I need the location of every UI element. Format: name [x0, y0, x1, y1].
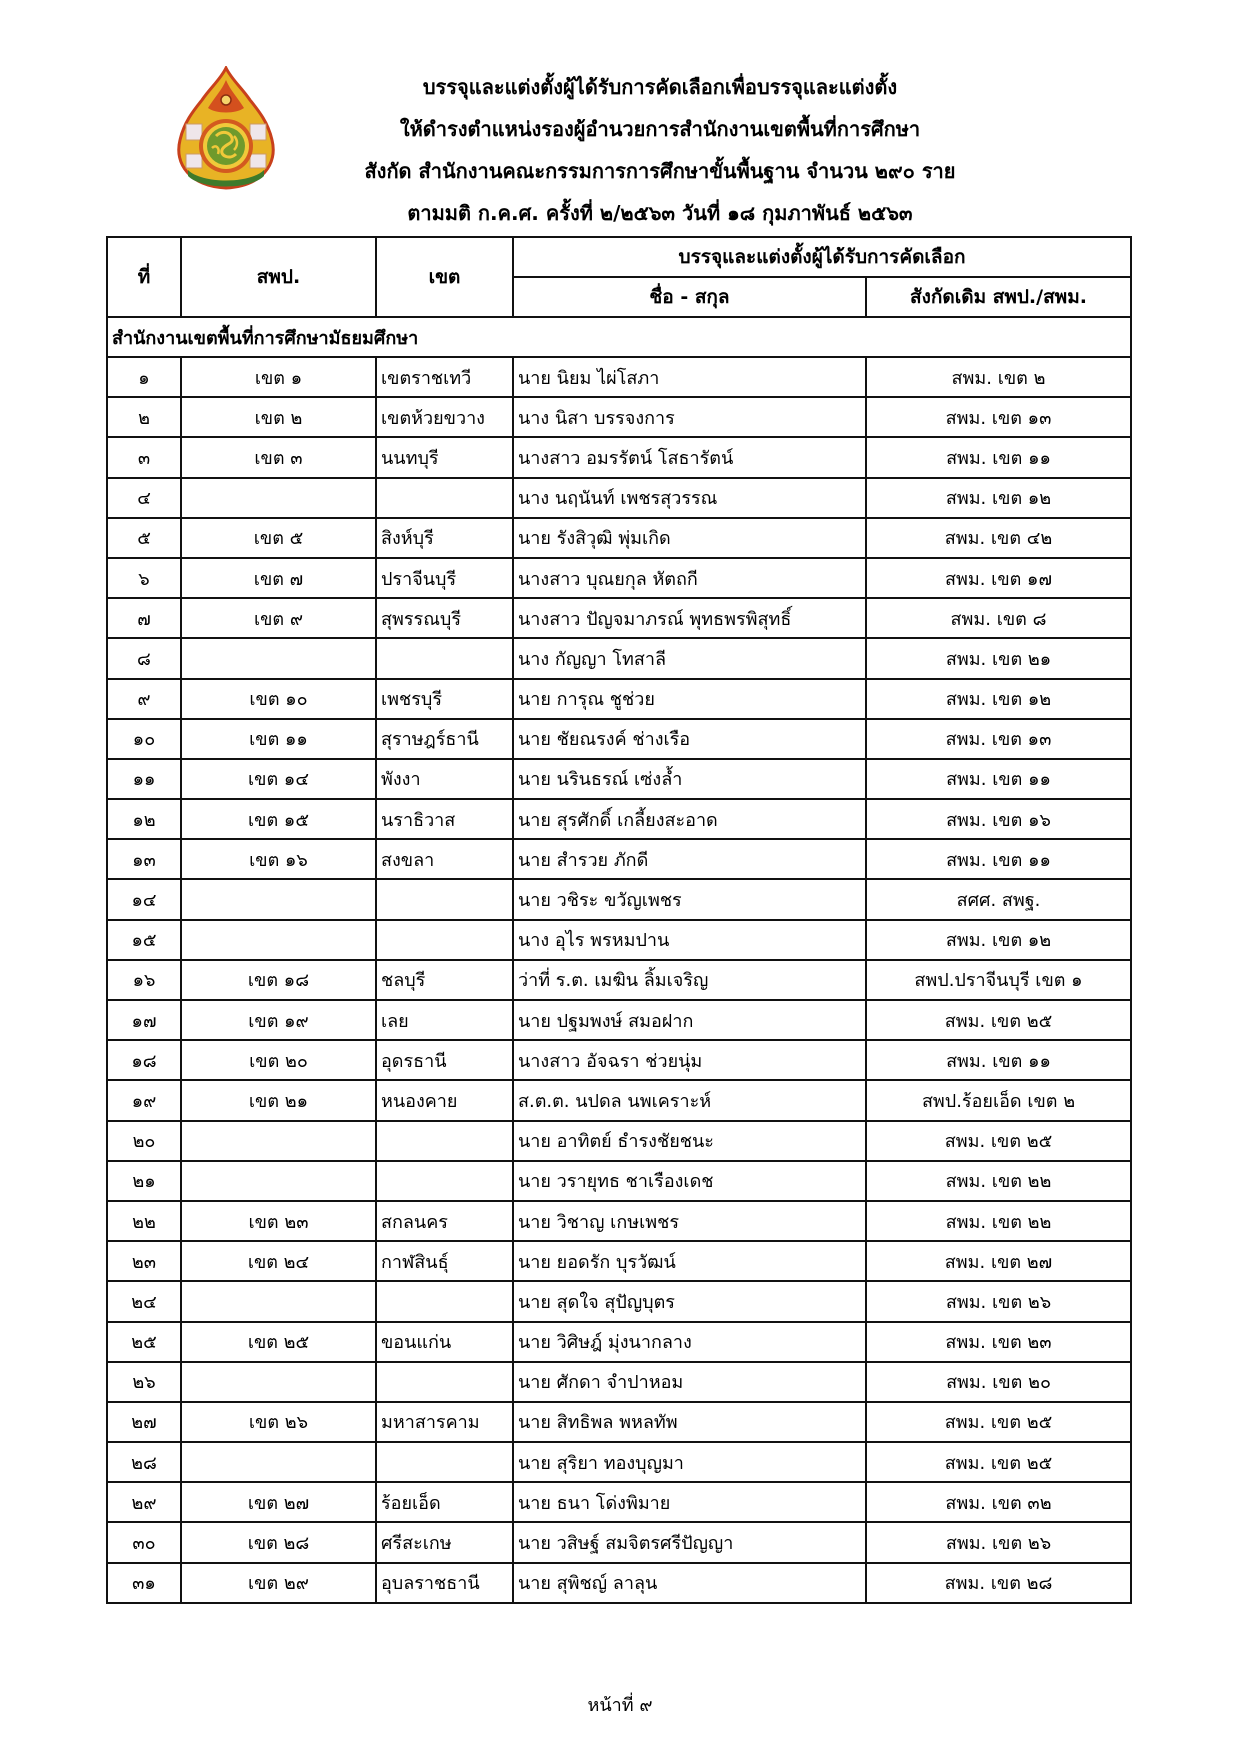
table-row [107, 638, 1131, 678]
cell-spp: เขต ๑๙ [181, 1000, 376, 1040]
cell-area: นนทบุรี [376, 437, 513, 477]
obec-emblem-icon [172, 66, 280, 190]
cell-name: นาง อุไร พรหมปาน [513, 920, 866, 960]
cell-spp: เขต ๒๐ [181, 1040, 376, 1080]
cell-no: ๑๑ [107, 759, 181, 799]
table-row [107, 1522, 1131, 1562]
cell-spp [181, 920, 376, 960]
cell-name: นาย ชัยณรงค์ ช่างเรือ [513, 719, 866, 759]
cell-spp [181, 478, 376, 518]
cell-no: ๘ [107, 638, 181, 678]
cell-area: ชลบุรี [376, 960, 513, 1000]
cell-name: นาย ศักดา จำปาหอม [513, 1362, 866, 1402]
cell-name: นาย วิศิษฎ์ มุ่งนากลาง [513, 1322, 866, 1362]
cell-spp [181, 638, 376, 678]
cell-area [376, 1121, 513, 1161]
title-line-1: บรรจุและแต่งตั้งผู้ได้รับการคัดเลือกเพื่อบรรจุและแต่งตั้ง [422, 75, 898, 99]
cell-area: พังงา [376, 759, 513, 799]
cell-no: ๒๒ [107, 1201, 181, 1241]
cell-area: เขตห้วยขวาง [376, 397, 513, 437]
table-row [107, 1362, 1131, 1402]
cell-spp [181, 1442, 376, 1482]
table-row [107, 1563, 1131, 1603]
section-title: สำนักงานเขตพื้นที่การศึกษามัธยมศึกษา [107, 317, 1131, 357]
cell-no: ๑๒ [107, 799, 181, 839]
cell-name: นาย นิยม ไผ่โสภา [513, 357, 866, 397]
table-row [107, 679, 1131, 719]
page-number: หน้าที่ ๙ [587, 1695, 653, 1716]
cell-name: นาย อาทิตย์ ธำรงชัยชนะ [513, 1121, 866, 1161]
cell-original-affiliation: สพม. เขต ๒ [866, 357, 1131, 397]
cell-no: ๕ [107, 518, 181, 558]
cell-spp: เขต ๒๔ [181, 1241, 376, 1281]
cell-name: นาย วสิษฐ์ สมจิตรศรีปัญญา [513, 1522, 866, 1562]
cell-no: ๒๔ [107, 1281, 181, 1321]
cell-area [376, 1362, 513, 1402]
cell-no: ๗ [107, 598, 181, 638]
table-row [107, 518, 1131, 558]
cell-original-affiliation: สพม. เขต ๒๖ [866, 1281, 1131, 1321]
cell-original-affiliation: สพม. เขต ๑๓ [866, 719, 1131, 759]
cell-spp: เขต ๑๐ [181, 679, 376, 719]
cell-area: สิงห์บุรี [376, 518, 513, 558]
cell-area: ร้อยเอ็ด [376, 1482, 513, 1522]
cell-area: สกลนคร [376, 1201, 513, 1241]
cell-original-affiliation: สพม. เขต ๒๑ [866, 638, 1131, 678]
cell-no: ๑ [107, 357, 181, 397]
cell-area: สุพรรณบุรี [376, 598, 513, 638]
table-row [107, 1241, 1131, 1281]
table-row [107, 1402, 1131, 1442]
cell-no: ๓๐ [107, 1522, 181, 1562]
cell-area [376, 1281, 513, 1321]
table-row [107, 1040, 1131, 1080]
table-row [107, 1000, 1131, 1040]
cell-name: นาย วชิระ ขวัญเพชร [513, 879, 866, 919]
cell-area [376, 879, 513, 919]
cell-no: ๓ [107, 437, 181, 477]
header-name: ชื่อ - สกุล [513, 277, 866, 317]
header-spp: สพป. [181, 237, 376, 317]
cell-original-affiliation: สพม. เขต ๒๕ [866, 1121, 1131, 1161]
cell-no: ๒๓ [107, 1241, 181, 1281]
cell-name: นาย สุริยา ทองบุญมา [513, 1442, 866, 1482]
cell-name: นาย สุรศักดิ์ เกลี้ยงสะอาด [513, 799, 866, 839]
table-row [107, 719, 1131, 759]
cell-name: นาย สุดใจ สุปัญบุตร [513, 1281, 866, 1321]
cell-original-affiliation: สพป.ปราจีนบุรี เขต ๑ [866, 960, 1131, 1000]
cell-original-affiliation: สพม. เขต ๒๒ [866, 1161, 1131, 1201]
cell-no: ๒๖ [107, 1362, 181, 1402]
cell-area: กาฬสินธุ์ [376, 1241, 513, 1281]
cell-original-affiliation: สพม. เขต ๒๒ [866, 1201, 1131, 1241]
title-line-4: ตามมติ ก.ค.ศ. ครั้งที่ ๒/๒๕๖๓ วันที่ ๑๘ กุมภาพันธ์ ๒๕๖๓ [407, 201, 913, 225]
cell-area: เลย [376, 1000, 513, 1040]
cell-original-affiliation: สพม. เขต ๒๕ [866, 1402, 1131, 1442]
table-row [107, 920, 1131, 960]
cell-name: นาง นิสา บรรจงการ [513, 397, 866, 437]
cell-spp [181, 879, 376, 919]
cell-name: นางสาว อัจฉรา ช่วยนุ่ม [513, 1040, 866, 1080]
cell-no: ๑๖ [107, 960, 181, 1000]
table-row [107, 879, 1131, 919]
cell-original-affiliation: สพม. เขต ๒๐ [866, 1362, 1131, 1402]
table-row [107, 1322, 1131, 1362]
title-line-3: สังกัด สำนักงานคณะกรรมการการศึกษาขั้นพื้นฐาน จำนวน ๒๙๐ ราย [364, 159, 956, 183]
cell-spp: เขต ๒๑ [181, 1080, 376, 1120]
cell-name: ว่าที่ ร.ต. เมฆิน ลิ้มเจริญ [513, 960, 866, 1000]
cell-name: นาง นฤนันท์ เพชรสุวรรณ [513, 478, 866, 518]
table-row [107, 1121, 1131, 1161]
table-row [107, 1281, 1131, 1321]
cell-original-affiliation: สพม. เขต ๒๕ [866, 1442, 1131, 1482]
table-row [107, 960, 1131, 1000]
cell-no: ๒ [107, 397, 181, 437]
cell-original-affiliation: สพม. เขต ๑๒ [866, 478, 1131, 518]
cell-name: นาย สุพิชญ์ ลาลุน [513, 1563, 866, 1603]
cell-spp: เขต ๓ [181, 437, 376, 477]
table-row [107, 1161, 1131, 1201]
cell-original-affiliation: สศศ. สพฐ. [866, 879, 1131, 919]
cell-no: ๒๑ [107, 1161, 181, 1201]
cell-area: สงขลา [376, 839, 513, 879]
cell-original-affiliation: สพม. เขต ๘ [866, 598, 1131, 638]
cell-original-affiliation: สพม. เขต ๒๘ [866, 1563, 1131, 1603]
cell-area: อุบลราชธานี [376, 1563, 513, 1603]
cell-name: นาย นรินธรณ์ เซ่งล้ำ [513, 759, 866, 799]
cell-original-affiliation: สพม. เขต ๑๑ [866, 839, 1131, 879]
cell-original-affiliation: สพม. เขต ๑๖ [866, 799, 1131, 839]
cell-name: นาย สิทธิพล พหลทัพ [513, 1402, 866, 1442]
header-no: ที่ [107, 237, 181, 317]
cell-original-affiliation: สพม. เขต ๑๑ [866, 437, 1131, 477]
cell-no: ๑๗ [107, 1000, 181, 1040]
cell-no: ๑๓ [107, 839, 181, 879]
cell-no: ๑๘ [107, 1040, 181, 1080]
cell-name: นาย รังสิวุฒิ พุ่มเกิด [513, 518, 866, 558]
cell-area: มหาสารคาม [376, 1402, 513, 1442]
cell-spp: เขต ๑๑ [181, 719, 376, 759]
header-original-affiliation: สังกัดเดิม สพป./สพม. [866, 277, 1131, 317]
cell-name: นาย การุณ ชูช่วย [513, 679, 866, 719]
cell-name: นาย ธนา โด่งพิมาย [513, 1482, 866, 1522]
cell-name: นาย ปฐมพงษ์ สมอฝาก [513, 1000, 866, 1040]
cell-area: เขตราชเทวี [376, 357, 513, 397]
cell-spp [181, 1362, 376, 1402]
cell-area: นราธิวาส [376, 799, 513, 839]
cell-original-affiliation: สพม. เขต ๑๓ [866, 397, 1131, 437]
cell-area [376, 920, 513, 960]
header-appointment-group: บรรจุและแต่งตั้งผู้ได้รับการคัดเลือก [513, 237, 1131, 277]
cell-original-affiliation: สพม. เขต ๑๒ [866, 920, 1131, 960]
cell-no: ๖ [107, 558, 181, 598]
cell-no: ๙ [107, 679, 181, 719]
table-row [107, 397, 1131, 437]
cell-area: หนองคาย [376, 1080, 513, 1120]
cell-spp: เขต ๒๗ [181, 1482, 376, 1522]
cell-spp: เขต ๑๔ [181, 759, 376, 799]
cell-area [376, 1161, 513, 1201]
table-row [107, 799, 1131, 839]
cell-area [376, 1442, 513, 1482]
cell-spp: เขต ๒ [181, 397, 376, 437]
cell-no: ๒๗ [107, 1402, 181, 1442]
cell-no: ๒๙ [107, 1482, 181, 1522]
cell-name: นาย สำรวย ภักดี [513, 839, 866, 879]
table-row [107, 839, 1131, 879]
cell-name: นางสาว อมรรัตน์ โสธารัตน์ [513, 437, 866, 477]
cell-area [376, 638, 513, 678]
cell-area: สุราษฎร์ธานี [376, 719, 513, 759]
table-row [107, 437, 1131, 477]
table-row [107, 598, 1131, 638]
cell-spp [181, 1281, 376, 1321]
cell-name: นางสาว ปัญจมาภรณ์ พุทธพรพิสุทธิ์ [513, 598, 866, 638]
cell-area: เพชรบุรี [376, 679, 513, 719]
cell-original-affiliation: สพม. เขต ๒๓ [866, 1322, 1131, 1362]
cell-area: ขอนแก่น [376, 1322, 513, 1362]
cell-original-affiliation: สพม. เขต ๑๒ [866, 679, 1131, 719]
cell-spp: เขต ๒๓ [181, 1201, 376, 1241]
cell-spp: เขต ๑๖ [181, 839, 376, 879]
title-line-2: ให้ดำรงตำแหน่งรองผู้อำนวยการสำนักงานเขตพื้นที่การศึกษา [399, 117, 921, 141]
table-row [107, 1201, 1131, 1241]
cell-spp: เขต ๑๕ [181, 799, 376, 839]
cell-spp [181, 1161, 376, 1201]
cell-area [376, 478, 513, 518]
cell-area: ปราจีนบุรี [376, 558, 513, 598]
table-row [107, 1482, 1131, 1522]
cell-name: นาย วรายุทธ ชาเรืองเดช [513, 1161, 866, 1201]
cell-spp: เขต ๗ [181, 558, 376, 598]
cell-original-affiliation: สพม. เขต ๒๖ [866, 1522, 1131, 1562]
cell-no: ๔ [107, 478, 181, 518]
cell-original-affiliation: สพม. เขต ๒๕ [866, 1000, 1131, 1040]
cell-no: ๒๘ [107, 1442, 181, 1482]
cell-spp: เขต ๙ [181, 598, 376, 638]
appointment-table [106, 236, 1132, 1604]
cell-no: ๑๔ [107, 879, 181, 919]
cell-original-affiliation: สพม. เขต ๑๑ [866, 1040, 1131, 1080]
table-row [107, 1080, 1131, 1120]
table-row [107, 558, 1131, 598]
document-title [300, 66, 1020, 234]
cell-name: ส.ต.ต. นปดล นพเคราะห์ [513, 1080, 866, 1120]
cell-name: นาง กัญญา โทสาลี [513, 638, 866, 678]
cell-original-affiliation: สพป.ร้อยเอ็ด เขต ๒ [866, 1080, 1131, 1120]
cell-no: ๓๑ [107, 1563, 181, 1603]
cell-name: นาย ยอดรัก บุรวัฒน์ [513, 1241, 866, 1281]
cell-spp: เขต ๒๕ [181, 1322, 376, 1362]
table-row [107, 478, 1131, 518]
cell-spp: เขต ๒๙ [181, 1563, 376, 1603]
cell-original-affiliation: สพม. เขต ๔๒ [866, 518, 1131, 558]
cell-no: ๑๕ [107, 920, 181, 960]
cell-spp: เขต ๒๖ [181, 1402, 376, 1442]
cell-no: ๒๐ [107, 1121, 181, 1161]
cell-spp: เขต ๕ [181, 518, 376, 558]
cell-original-affiliation: สพม. เขต ๒๗ [866, 1241, 1131, 1281]
cell-original-affiliation: สพม. เขต ๑๑ [866, 759, 1131, 799]
cell-spp: เขต ๑๘ [181, 960, 376, 1000]
cell-original-affiliation: สพม. เขต ๑๗ [866, 558, 1131, 598]
cell-spp [181, 1121, 376, 1161]
cell-original-affiliation: สพม. เขต ๓๒ [866, 1482, 1131, 1522]
cell-name: นาย วิชาญ เกษเพชร [513, 1201, 866, 1241]
cell-spp: เขต ๒๘ [181, 1522, 376, 1562]
cell-no: ๑๐ [107, 719, 181, 759]
cell-spp: เขต ๑ [181, 357, 376, 397]
table-row [107, 1442, 1131, 1482]
cell-no: ๑๙ [107, 1080, 181, 1120]
table-row [107, 357, 1131, 397]
header-area: เขต [376, 237, 513, 317]
cell-area: อุดรธานี [376, 1040, 513, 1080]
cell-name: นางสาว บุณยกุล หัตถกี [513, 558, 866, 598]
cell-no: ๒๕ [107, 1322, 181, 1362]
table-row [107, 759, 1131, 799]
cell-area: ศรีสะเกษ [376, 1522, 513, 1562]
